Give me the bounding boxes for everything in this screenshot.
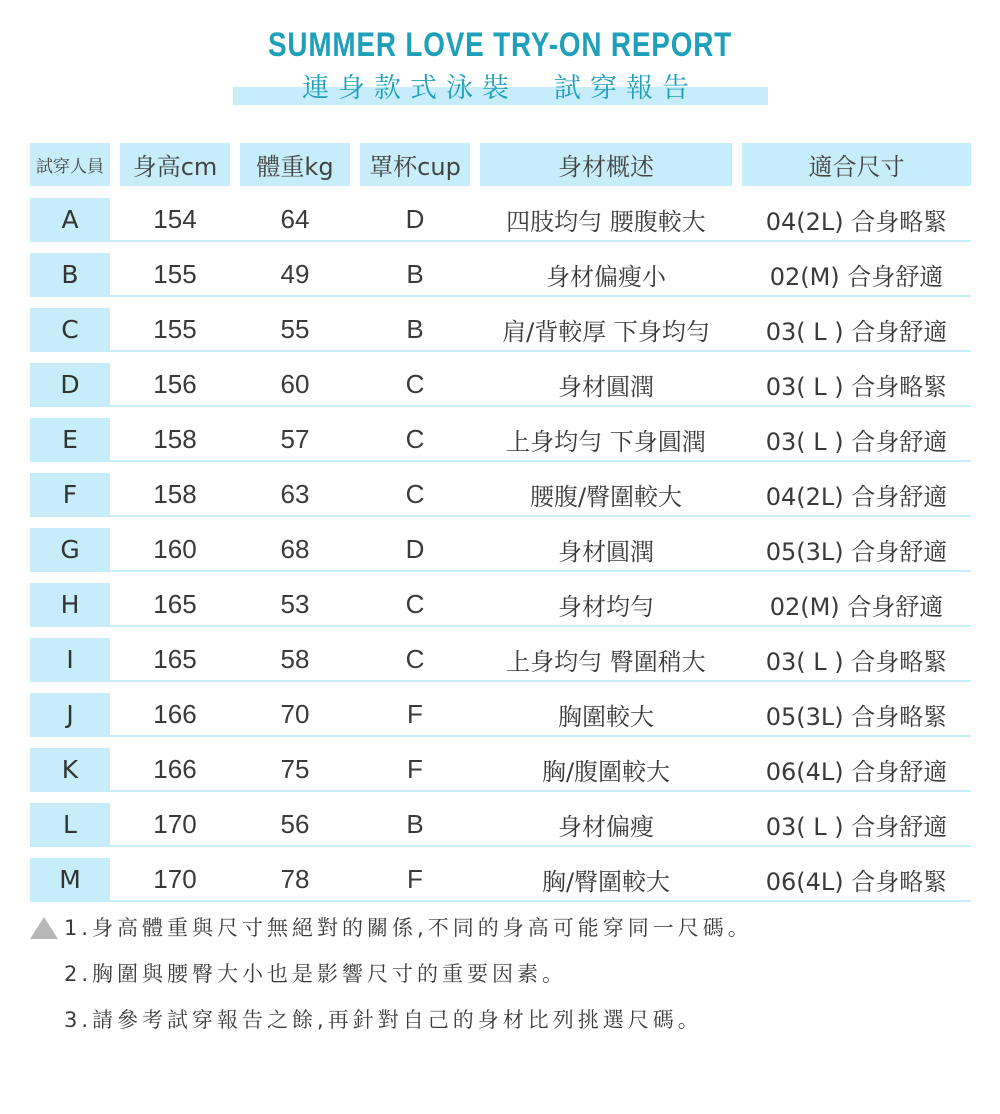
body-description: 胸/腹圍較大 [541,757,671,786]
header-cup: 罩杯cup [360,143,470,186]
cup-value: C [405,368,425,399]
table-row [30,198,971,242]
cup-value: F [407,698,423,729]
tester-id: J [30,693,110,735]
cup-value: B [406,258,424,289]
height-value: 154 [153,203,197,234]
header-tester: 試穿人員 [30,143,110,186]
weight-value: 49 [280,258,310,289]
fit-size: 03( L ) 合身略緊 [765,372,948,401]
table-row [30,638,971,682]
weight-value: 63 [280,478,310,509]
body-description: 肩/背較厚 下身均勻 [502,317,710,346]
height-value: 166 [153,753,197,784]
triangle-icon [30,917,58,939]
fit-size: 05(3L) 合身略緊 [765,702,948,731]
table-row [30,858,971,902]
table-row [30,363,971,407]
fit-size: 03( L ) 合身略緊 [765,647,948,676]
table-row [30,748,971,792]
fit-size: 03( L ) 合身舒適 [765,317,948,346]
report-header [0,0,1000,110]
height-value: 158 [153,478,197,509]
fit-size: 04(2L) 合身略緊 [765,207,948,236]
tester-id: L [30,803,110,845]
table-row [30,693,971,737]
fit-size: 03( L ) 合身舒適 [765,427,948,456]
height-value: 156 [153,368,197,399]
tester-id: E [30,418,110,460]
body-description: 上身均勻 臀圍稍大 [506,647,706,676]
tester-id: K [30,748,110,790]
cup-value: C [405,588,425,619]
height-value: 170 [153,808,197,839]
tester-id: H [30,583,110,625]
cup-value: C [405,643,425,674]
note-line: 1.身高體重與尺寸無絕對的關係,不同的身高可能穿同一尺碼。 [64,916,753,940]
height-value: 165 [153,588,197,619]
cup-value: D [405,533,425,564]
fit-size: 03( L ) 合身舒適 [765,812,948,841]
table-row [30,253,971,297]
fit-size: 02(M) 合身舒適 [769,262,944,291]
height-value: 155 [153,258,197,289]
body-description: 身材圓潤 [558,372,654,401]
cup-value: F [407,753,423,784]
fit-size: 05(3L) 合身舒適 [765,537,948,566]
tester-id: I [30,638,110,680]
cup-value: B [406,808,424,839]
tester-id: A [30,198,110,240]
weight-value: 75 [280,753,310,784]
title-chinese: 連身款式泳裝 試穿報告 [302,73,698,104]
weight-value: 57 [280,423,310,454]
tester-id: M [30,858,110,900]
weight-value: 64 [280,203,310,234]
height-value: 170 [153,863,197,894]
cup-value: B [406,313,424,344]
weight-value: 53 [280,588,310,619]
body-description: 四肢均勻 腰腹較大 [506,207,706,236]
table-row [30,528,971,572]
table-row [30,308,971,352]
body-description: 腰腹/臀圍較大 [529,482,683,511]
header-size: 適合尺寸 [742,143,971,186]
height-value: 160 [153,533,197,564]
fit-size: 06(4L) 合身舒適 [765,757,948,786]
height-value: 155 [153,313,197,344]
title-english: SUMMER LOVE TRY-ON REPORT [267,26,733,64]
weight-value: 60 [280,368,310,399]
weight-value: 55 [280,313,310,344]
header-weight: 體重kg [240,143,350,186]
note-line: 3.請參考試穿報告之餘,再針對自己的身材比列挑選尺碼。 [64,1008,703,1032]
cup-value: F [407,863,423,894]
header-height: 身高cm [120,143,230,186]
body-description: 上身均勻 下身圓潤 [506,427,706,456]
table-row [30,803,971,847]
weight-value: 56 [280,808,310,839]
height-value: 158 [153,423,197,454]
weight-value: 68 [280,533,310,564]
body-description: 身材偏瘦小 [546,262,666,291]
body-description: 胸/臀圍較大 [541,867,671,896]
fit-size: 04(2L) 合身舒適 [765,482,948,511]
weight-value: 58 [280,643,310,674]
table-row [30,473,971,517]
cup-value: C [405,423,425,454]
body-description: 胸圍較大 [558,702,654,731]
body-description: 身材圓潤 [558,537,654,566]
body-description: 身材均勻 [558,592,654,621]
weight-value: 78 [280,863,310,894]
tester-id: C [30,308,110,350]
cup-value: C [405,478,425,509]
tester-id: D [30,363,110,405]
table-row [30,418,971,462]
tester-id: F [30,473,110,515]
weight-value: 70 [280,698,310,729]
cup-value: D [405,203,425,234]
tester-id: B [30,253,110,295]
tester-id: G [30,528,110,570]
table-header-row [30,143,971,186]
height-value: 165 [153,643,197,674]
table-row [30,583,971,627]
height-value: 166 [153,698,197,729]
header-description: 身材概述 [480,143,732,186]
body-description: 身材偏瘦 [558,812,654,841]
fit-size: 06(4L) 合身略緊 [765,867,948,896]
fit-size: 02(M) 合身舒適 [769,592,944,621]
note-line: 2.胸圍與腰臀大小也是影響尺寸的重要因素。 [64,962,568,986]
